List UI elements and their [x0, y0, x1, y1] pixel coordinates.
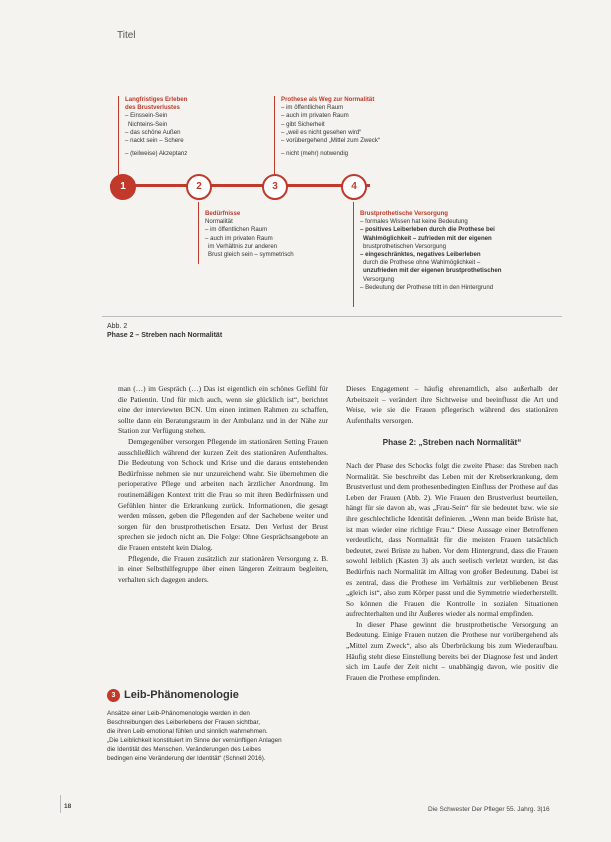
right-column [346, 384, 558, 683]
box-line: „Die Leiblichkeit konstituiert im Sinne der vernünftigen Anlagen [107, 737, 282, 744]
box-line: bedingen eine Veränderung der Identität“ (Schnell 2016). [107, 755, 266, 762]
paragraph: Dieses Engagement – häufig ehrenamtlich, also außerhalb der Arbeitszeit – verändert ihre Sichtweise und beeinflusst die Art und Weise, wie sie die Frauen pflegerisch während des stationären Aufenthalts versorgen. [346, 384, 558, 425]
paragraph: Demgegenüber versorgen Pflegende im stationären Setting Frauen ausschließlich während der kurzen Zeit des stationären Aufenthaltes. Die Bedeutung von Schock und Krise und die daraus entstehenden Bedürfnisse nehmen sie nur unzureichend wahr. Sie übernehmen die perioperative Pflege und arbeiten nach ärztlicher Anordnung. Im routinemäßigen Kontext tritt die Frau so mit ihren Bedürfnissen und Gefühlen hinter die Erkrankung zurück. Informationen, die gesagt werden müssen, geben die Pflegenden auf der Sachebene weiter und sorgen für den brustprothetischen Ersatz. Den Verlust der Brust sprechen sie jedoch nicht an. Die Folge: Ohne Gesprächsangebote an die Frauen entsteht kein Dialog. [118, 436, 328, 552]
step4-line: – Bedeutung der Prothese tritt in den Hintergrund [360, 283, 494, 291]
step1-line: – nackt sein – Schere [125, 137, 184, 145]
step3-circle: 3 [262, 174, 288, 200]
step3-heading: Prothese als Weg zur Normalität [281, 96, 375, 103]
paragraph: Nach der Phase des Schocks folgt die zweite Phase: das Streben nach Normalität. Sie beschreibt das Leben mit der Krebserkrankung, dem Brustverlust und dem prothesenbedingten Einfluss der Prothese auf das Leben der Frauen (Abb. 2). Wie Frauen den Brustverlust beurteilen, hängt für sie davon ab, was „Frau-Sein“ für sie bedeutet bzw. wie sie ihre geschlechtliche Identität definieren. „Wenn man beide Brüste hat, ist man wieder eine richtige Frau.“ Diese Aussage einer Betroffenen verdeutlicht, dass Normalität für die meisten Frauen tatsächlich bedeutet, zwei Brüste zu haben. Vor dem Hintergrund, dass die Frauen sowohl leiblich (Kasten 3) als auch seelisch verletzt wurden, ist das Bedürfnis nach Normalität im Alltag von großer Bedeutung. Dabei ist es zentral, dass die Prothese im Verhältnis zur verbliebenen Brust „gleich ist“, also zum Körper passt und die Symmetrie wiederherstellt. So können die Frauen die Kontrolle in sozialen Situationen aufrechterhalten und ihr Äußeres wieder als normal empfinden. [346, 460, 558, 619]
step4-line: unzufrieden mit der eigenen brustprothetischen [363, 267, 502, 275]
subheading: Phase 2: „Streben nach Normalität“ [382, 438, 522, 448]
step3-line: – im öffentlichen Raum [281, 104, 344, 112]
box-line: Beschreibungen des Leiberlebens der Frauen sichtbar, [107, 719, 260, 726]
footer-rule-left [60, 795, 61, 813]
box-title: Leib-Phänomenologie [124, 689, 239, 701]
box-line: die ihren Leib emotional fühlen und sinnlich wahrnehmen. [107, 728, 268, 735]
step3-line: – auch im privaten Raum [281, 112, 349, 120]
box-text [107, 709, 332, 763]
paragraph: In dieser Phase gewinnt die brustprothetische Versorgung an Bedeutung. Einige Frauen nutzen die Prothese nur vorübergehend als „Mittel zum Zweck“, also als Überbrückung bis zum Wiederaufbau. Häufig steht diese Einstellung bereits bei der Diagnose fest und ändert sich im Laufe der Zeit nicht – unabhängig davon, wie positiv die Frauen die Prothese empfinden. [346, 619, 558, 682]
figure-diagram [100, 88, 560, 318]
caption-rule [102, 316, 562, 317]
box-number-badge: 3 [107, 689, 120, 702]
left-column [118, 384, 328, 585]
section-label: Titel [117, 30, 136, 41]
step1-line: – das schöne Außen [125, 128, 181, 136]
step4-line: Wahlmöglichkeit – zufrieden mit der eigenen [363, 234, 492, 242]
step4-connector [353, 202, 354, 307]
paragraph: Pflegende, die Frauen zusätzlich zur stationären Versorgung z. B. in einer Selbsthilfegruppe über einen längeren Zeitraum begleiten, verhalten sich dagegen anders. [118, 553, 328, 584]
step4-line: Versorgung [363, 275, 395, 283]
caption-number: Abb. 2 [107, 323, 128, 330]
step2-line: im Verhältnis zur anderen [208, 242, 278, 250]
step4-line: durch die Prothese ohne Wahlmöglichkeit – [363, 259, 481, 267]
step2-line: – auch im privaten Raum [205, 234, 273, 242]
step1-line: Nichteins-Sein [128, 120, 168, 128]
step4-line: – positives Leiberleben durch die Prothese bei [360, 226, 495, 234]
step1-circle: 1 [110, 174, 136, 200]
step2-circle: 2 [186, 174, 212, 200]
step1-heading-2: des Brustverlustes [125, 104, 180, 112]
step2-line: Brust gleich sein – symmetrisch [208, 251, 294, 259]
caption-title: Phase 2 – Streben nach Normalität [107, 332, 223, 339]
step4-line: – formales Wissen hat keine Bedeutung [360, 218, 468, 226]
figure-caption [107, 322, 507, 340]
step2-heading: Bedürfnisse [205, 210, 241, 217]
step1-line: – Einssein-Sein [125, 112, 168, 120]
step4-line: brustprothetischen Versorgung [363, 242, 446, 250]
step4-heading: Brustprothetische Versorgung [360, 210, 449, 217]
timeline-bar [110, 184, 370, 187]
step2-line: – im öffentlichen Raum [205, 226, 268, 234]
step2-line: Normalität [205, 218, 233, 226]
step1-heading-1: Langfristiges Erleben [125, 96, 188, 103]
journal-footer: Die Schwester Der Pfleger 55. Jahrg. 3|16 [428, 806, 550, 813]
step4-line: – eingeschränktes, negatives Leiberleben [360, 251, 481, 259]
box-line: Ansätze einer Leib-Phänomenologie werden in den [107, 710, 250, 717]
step1-connector [118, 96, 119, 181]
box-line: die Identität des Menschen. Veränderungen des Leibes [107, 746, 262, 753]
step2-text [205, 210, 345, 259]
step1-line: – (teilweise) Akzeptanz [125, 150, 188, 158]
page-number: 18 [64, 803, 72, 810]
step3-line: – „weil es nicht gesehen wird“ [281, 128, 362, 136]
step1-text [125, 96, 265, 158]
step3-line: – vorübergehend „Mittel zum Zweck“ [281, 137, 380, 145]
step3-connector [274, 96, 275, 181]
step2-connector [198, 202, 199, 264]
paragraph: man (…) im Gespräch (…) Das ist eigentlich ein schönes Gefühl für die Patientin. Und für mich auch, wenn sie glücklich ist“, berichtet eine der interviewten BCN. Um einen intimen Rahmen zu schaffen, sollte dann ein Beratungsraum in der Ambulanz und in der Nähe zur Station zur Verfügung stehen. [118, 384, 328, 436]
step3-text [281, 96, 441, 158]
step3-line: – nicht (mehr) notwendig [281, 150, 349, 158]
step4-circle: 4 [341, 174, 367, 200]
step4-text [360, 210, 560, 292]
step3-line: – gibt Sicherheit [281, 120, 325, 128]
